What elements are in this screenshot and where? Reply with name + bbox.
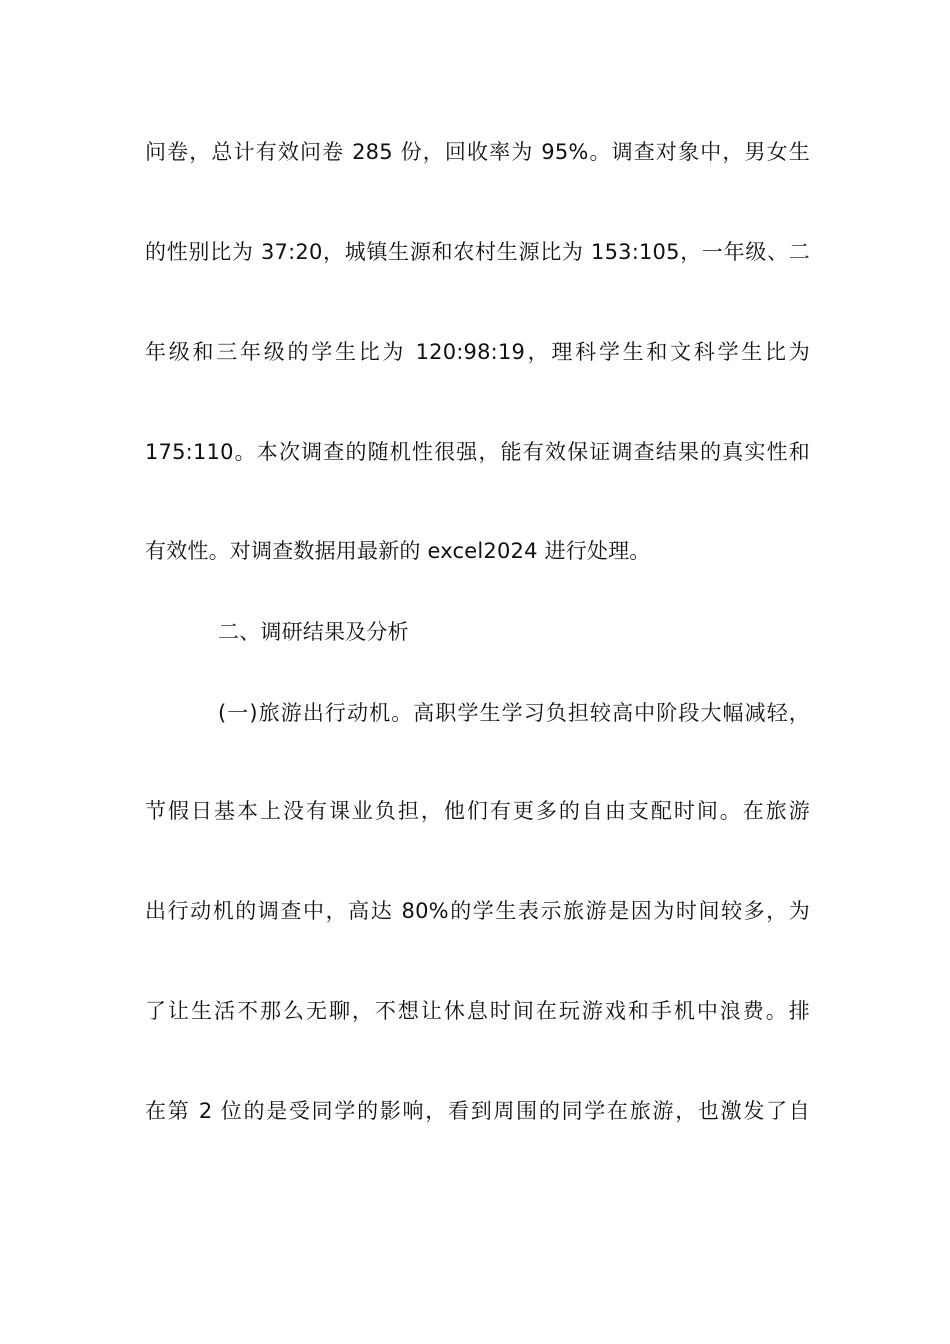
paragraph-line: 年级和三年级的学生比为 120:98:19，理科学生和文科学生比为 bbox=[145, 340, 810, 364]
paragraph-line: 出行动机的调查中，高达 80%的学生表示旅游是因为时间较多，为 bbox=[145, 899, 810, 923]
paragraph-line: 节假日基本上没有课业负担，他们有更多的自由支配时间。在旅游 bbox=[145, 799, 810, 823]
paragraph-line: 在第 2 位的是受同学的影响，看到周围的同学在旅游，也激发了自 bbox=[145, 1099, 810, 1123]
paragraph-line: 问卷，总计有效问卷 285 份，回收率为 95%。调查对象中，男女生 bbox=[145, 140, 810, 164]
paragraph-line-last: 有效性。对调查数据用最新的 excel2024 进行处理。 bbox=[145, 539, 651, 563]
subsection-first-line: (一)旅游出行动机。高职学生学习负担较高中阶段大幅减轻， bbox=[218, 701, 810, 725]
paragraph-line: 了让生活不那么无聊，不想让休息时间在玩游戏和手机中浪费。排 bbox=[145, 999, 810, 1023]
paragraph-line: 的性别比为 37:20，城镇生源和农村生源比为 153:105，一年级、二 bbox=[145, 240, 810, 264]
section-heading: 二、调研结果及分析 bbox=[218, 620, 409, 644]
paragraph-line: 175:110。本次调查的随机性很强，能有效保证调查结果的真实性和 bbox=[145, 440, 810, 464]
